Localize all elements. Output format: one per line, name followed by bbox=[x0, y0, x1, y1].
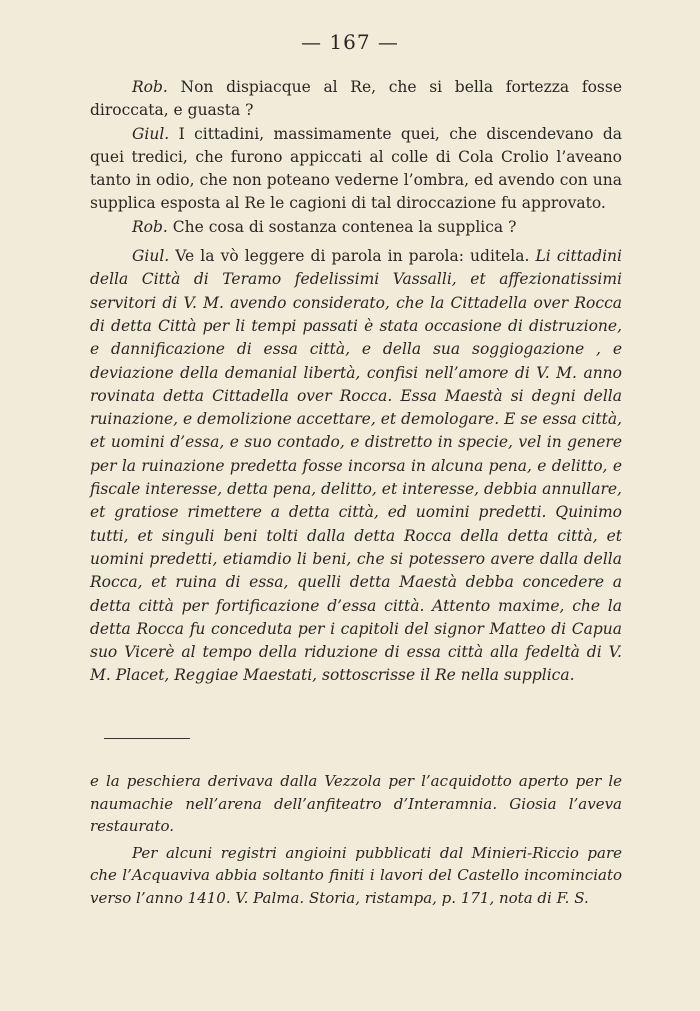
paragraph-text: Ve la vò leggere di parola in parola: uditela. bbox=[169, 247, 536, 266]
dialogue-paragraph bbox=[90, 245, 622, 688]
paragraph-text: Che cosa di sostanza contenea la supplica ? bbox=[167, 217, 517, 236]
quoted-supplica: Li cittadini della Città di Teramo fedelissimi Vassalli, et affezionatissimi servitori di V. M. avendo considerato, che la Cittadella over Rocca di detta Città per li tempi passati è stata occasione di distruzione, e dannificazione di essa città, e della sua soggiogazione , e deviazione della demanial libertà, confisi nell’amore di V. M. anno rovinata detta Cittadella over Rocca. Essa Maestà si degni della ruinazione, e demolizione accettare, et demologare. E se essa città, et uomini d’essa, e suo contado, e distretto in specie, vel in genere per la ruinazione predetta fosse incorsa in alcuna pena, e delitto, e fiscale interesse, detta pena, delitto, et interesse, debbia annullare, et gratiose rimettere a detta città, ed uomini predetti. Quinimo tutti, et singuli beni tolti dalla detta Rocca della detta città, et uomini predetti, etiamdio li beni, che si potessero avere dalla della Rocca, et ruina di essa, quelli detta Maestà debba concedere a detta città per fortificazione d’essa città. Attento maxime, che la detta Rocca fu conceduta per i capitoli del signor Matteo di Capua suo Vicerè al tempo della riduzione di essa città alla fedeltà di V. M. Placet, Reggiae Maestati, sottoscrisse il Re nella supplica. bbox=[90, 247, 622, 685]
speaker-label: Rob. bbox=[132, 217, 168, 236]
dialogue-paragraph bbox=[90, 76, 622, 123]
paragraph-text: I cittadini, massimamente quei, che discendevano da quei tredici, che furono appiccati al colle di Cola Crolio l’aveano tanto in odio, che non poteano vederne l’ombra, ed avendo con una supplica esposta al Re le cagioni di tal diroccazione fu approvato. bbox=[90, 124, 622, 213]
main-text bbox=[90, 76, 622, 688]
dialogue-paragraph bbox=[90, 216, 622, 239]
speaker-label: Rob. bbox=[132, 78, 168, 96]
speaker-label: Giul. bbox=[132, 124, 170, 143]
footnote: e la peschiera derivava dalla Vezzola per l’acquidotto aperto per le naumachie nell’arena dell’anfiteatro d’Interamnia. Giosia l’aveva restaurato. bbox=[90, 772, 622, 835]
footnotes bbox=[90, 770, 622, 909]
footnote: Per alcuni registri angioini pubblicati dal Minieri-Riccio pare che l’Acquaviva abbia soltanto finiti i lavori del Castello incominciato verso l’anno 1410. V. Palma. Storia, ristampa, p. 171, nota di F. S. bbox=[90, 843, 622, 907]
paragraph-text: Non dispiacque al Re, che si bella fortezza fosse diroccata, e guasta ? bbox=[90, 78, 622, 120]
footnote-divider bbox=[104, 738, 190, 739]
speaker-label: Giul. bbox=[132, 247, 170, 266]
dialogue-paragraph bbox=[90, 123, 622, 216]
page-number: — 167 — bbox=[301, 30, 399, 54]
